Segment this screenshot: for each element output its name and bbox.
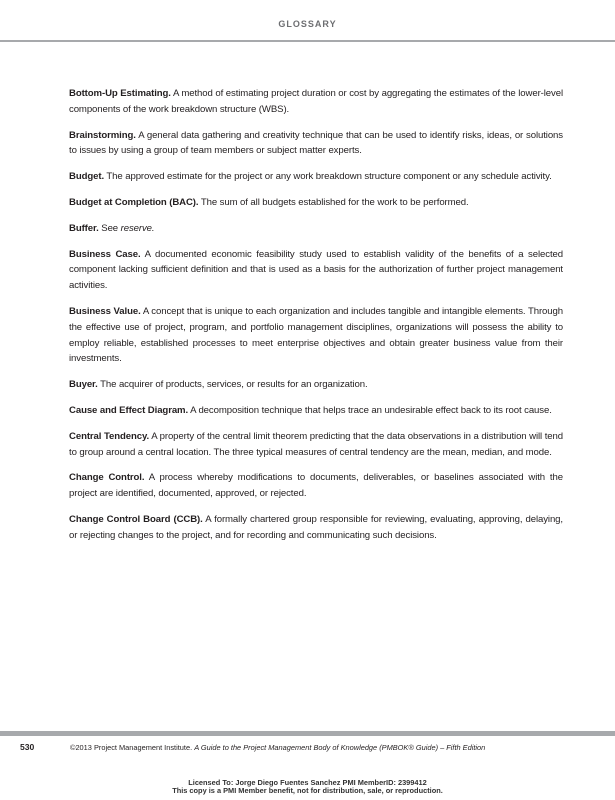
- glossary-entry: [69, 429, 563, 461]
- glossary-definition: A documented economic feasibility study used to establish validity of the benefits of a selected component lacking sufficient definition and that is used as a basis for the authorization of further project management activities.: [69, 248, 563, 292]
- page-header-title: GLOSSARY: [278, 19, 337, 29]
- glossary-entry: [69, 512, 563, 544]
- book-title: A Guide to the Project Management Body of Knowledge (PMBOK® Guide) – Fifth Edition: [194, 743, 486, 752]
- header-divider: [0, 40, 615, 42]
- glossary-term: Budget.: [69, 171, 105, 183]
- glossary-definition: See: [101, 222, 119, 234]
- glossary-definition: A concept that is unique to each organization and includes tangible and intangible elements. Through the effective use of project, program, and portfolio management disciplines, organizations will possess the ability to employ reliable, established processes to meet enterprise objectives and obtain greater business value from their investments.: [69, 305, 563, 365]
- glossary-definition: The approved estimate for the project or any work breakdown structure component or any schedule activity.: [106, 171, 552, 183]
- glossary-entry: [69, 470, 563, 502]
- glossary-entry: [69, 86, 563, 118]
- license-notice: [0, 779, 615, 795]
- glossary-term: Brainstorming.: [69, 129, 136, 141]
- page-number: 530: [20, 742, 35, 752]
- glossary-definition: A general data gathering and creativity technique that can be used to identify risks, ideas, or solutions to issues by using a group of team members or subject matter experts.: [69, 129, 563, 157]
- glossary-definition: The acquirer of products, services, or results for an organization.: [100, 379, 368, 391]
- glossary-term: Change Control Board (CCB).: [69, 513, 203, 525]
- glossary-entry: [69, 195, 563, 211]
- glossary-term: Central Tendency.: [69, 430, 150, 442]
- glossary-entry: [69, 247, 563, 294]
- glossary-entry: [69, 304, 563, 367]
- glossary-entries: [69, 86, 563, 554]
- glossary-entry: [69, 128, 563, 160]
- glossary-term: Bottom-Up Estimating.: [69, 88, 171, 99]
- glossary-definition: A decomposition technique that helps trace an undesirable effect back to its root cause.: [190, 404, 552, 416]
- license-line: This copy is a PMI Member benefit, not for distribution, sale, or reproduction.: [172, 786, 443, 795]
- glossary-term: Buffer.: [69, 222, 99, 234]
- see-reference-link: reserve.: [120, 222, 155, 234]
- footer-divider: [0, 731, 615, 736]
- footer-citation: [70, 743, 485, 752]
- glossary-term: Business Value.: [69, 305, 141, 317]
- glossary-entry: [69, 169, 563, 185]
- glossary-definition: A formally chartered group responsible for reviewing, evaluating, approving, delaying, or rejecting changes to the project, and for recording and communicating such decisions.: [69, 513, 563, 541]
- glossary-term: Buyer.: [69, 379, 98, 391]
- copyright-text: ©2013 Project Management Institute.: [70, 743, 193, 752]
- glossary-entry: [69, 221, 563, 237]
- license-line: Licensed To: Jorge Diego Fuentes Sanchez PMI MemberID: 2399412: [188, 778, 427, 787]
- glossary-term: Change Control.: [69, 472, 145, 484]
- glossary-term: Cause and Effect Diagram.: [69, 404, 189, 416]
- glossary-definition: The sum of all budgets established for the work to be performed.: [200, 196, 469, 208]
- glossary-term: Budget at Completion (BAC).: [69, 196, 199, 208]
- glossary-definition: A process whereby modifications to documents, deliverables, or baselines associated with the project are identified, documented, approved, or rejected.: [69, 472, 563, 500]
- glossary-entry: [69, 403, 563, 419]
- glossary-definition: A method of estimating project duration or cost by aggregating the estimates of the lower-level components of the work breakdown structure (WBS).: [69, 88, 563, 115]
- glossary-term: Business Case.: [69, 248, 141, 260]
- glossary-entry: [69, 377, 563, 393]
- glossary-definition: A property of the central limit theorem predicting that the data observations in a distribution will tend to group around a central location. The three typical measures of central tendency are the mean, median, and mode.: [69, 430, 563, 458]
